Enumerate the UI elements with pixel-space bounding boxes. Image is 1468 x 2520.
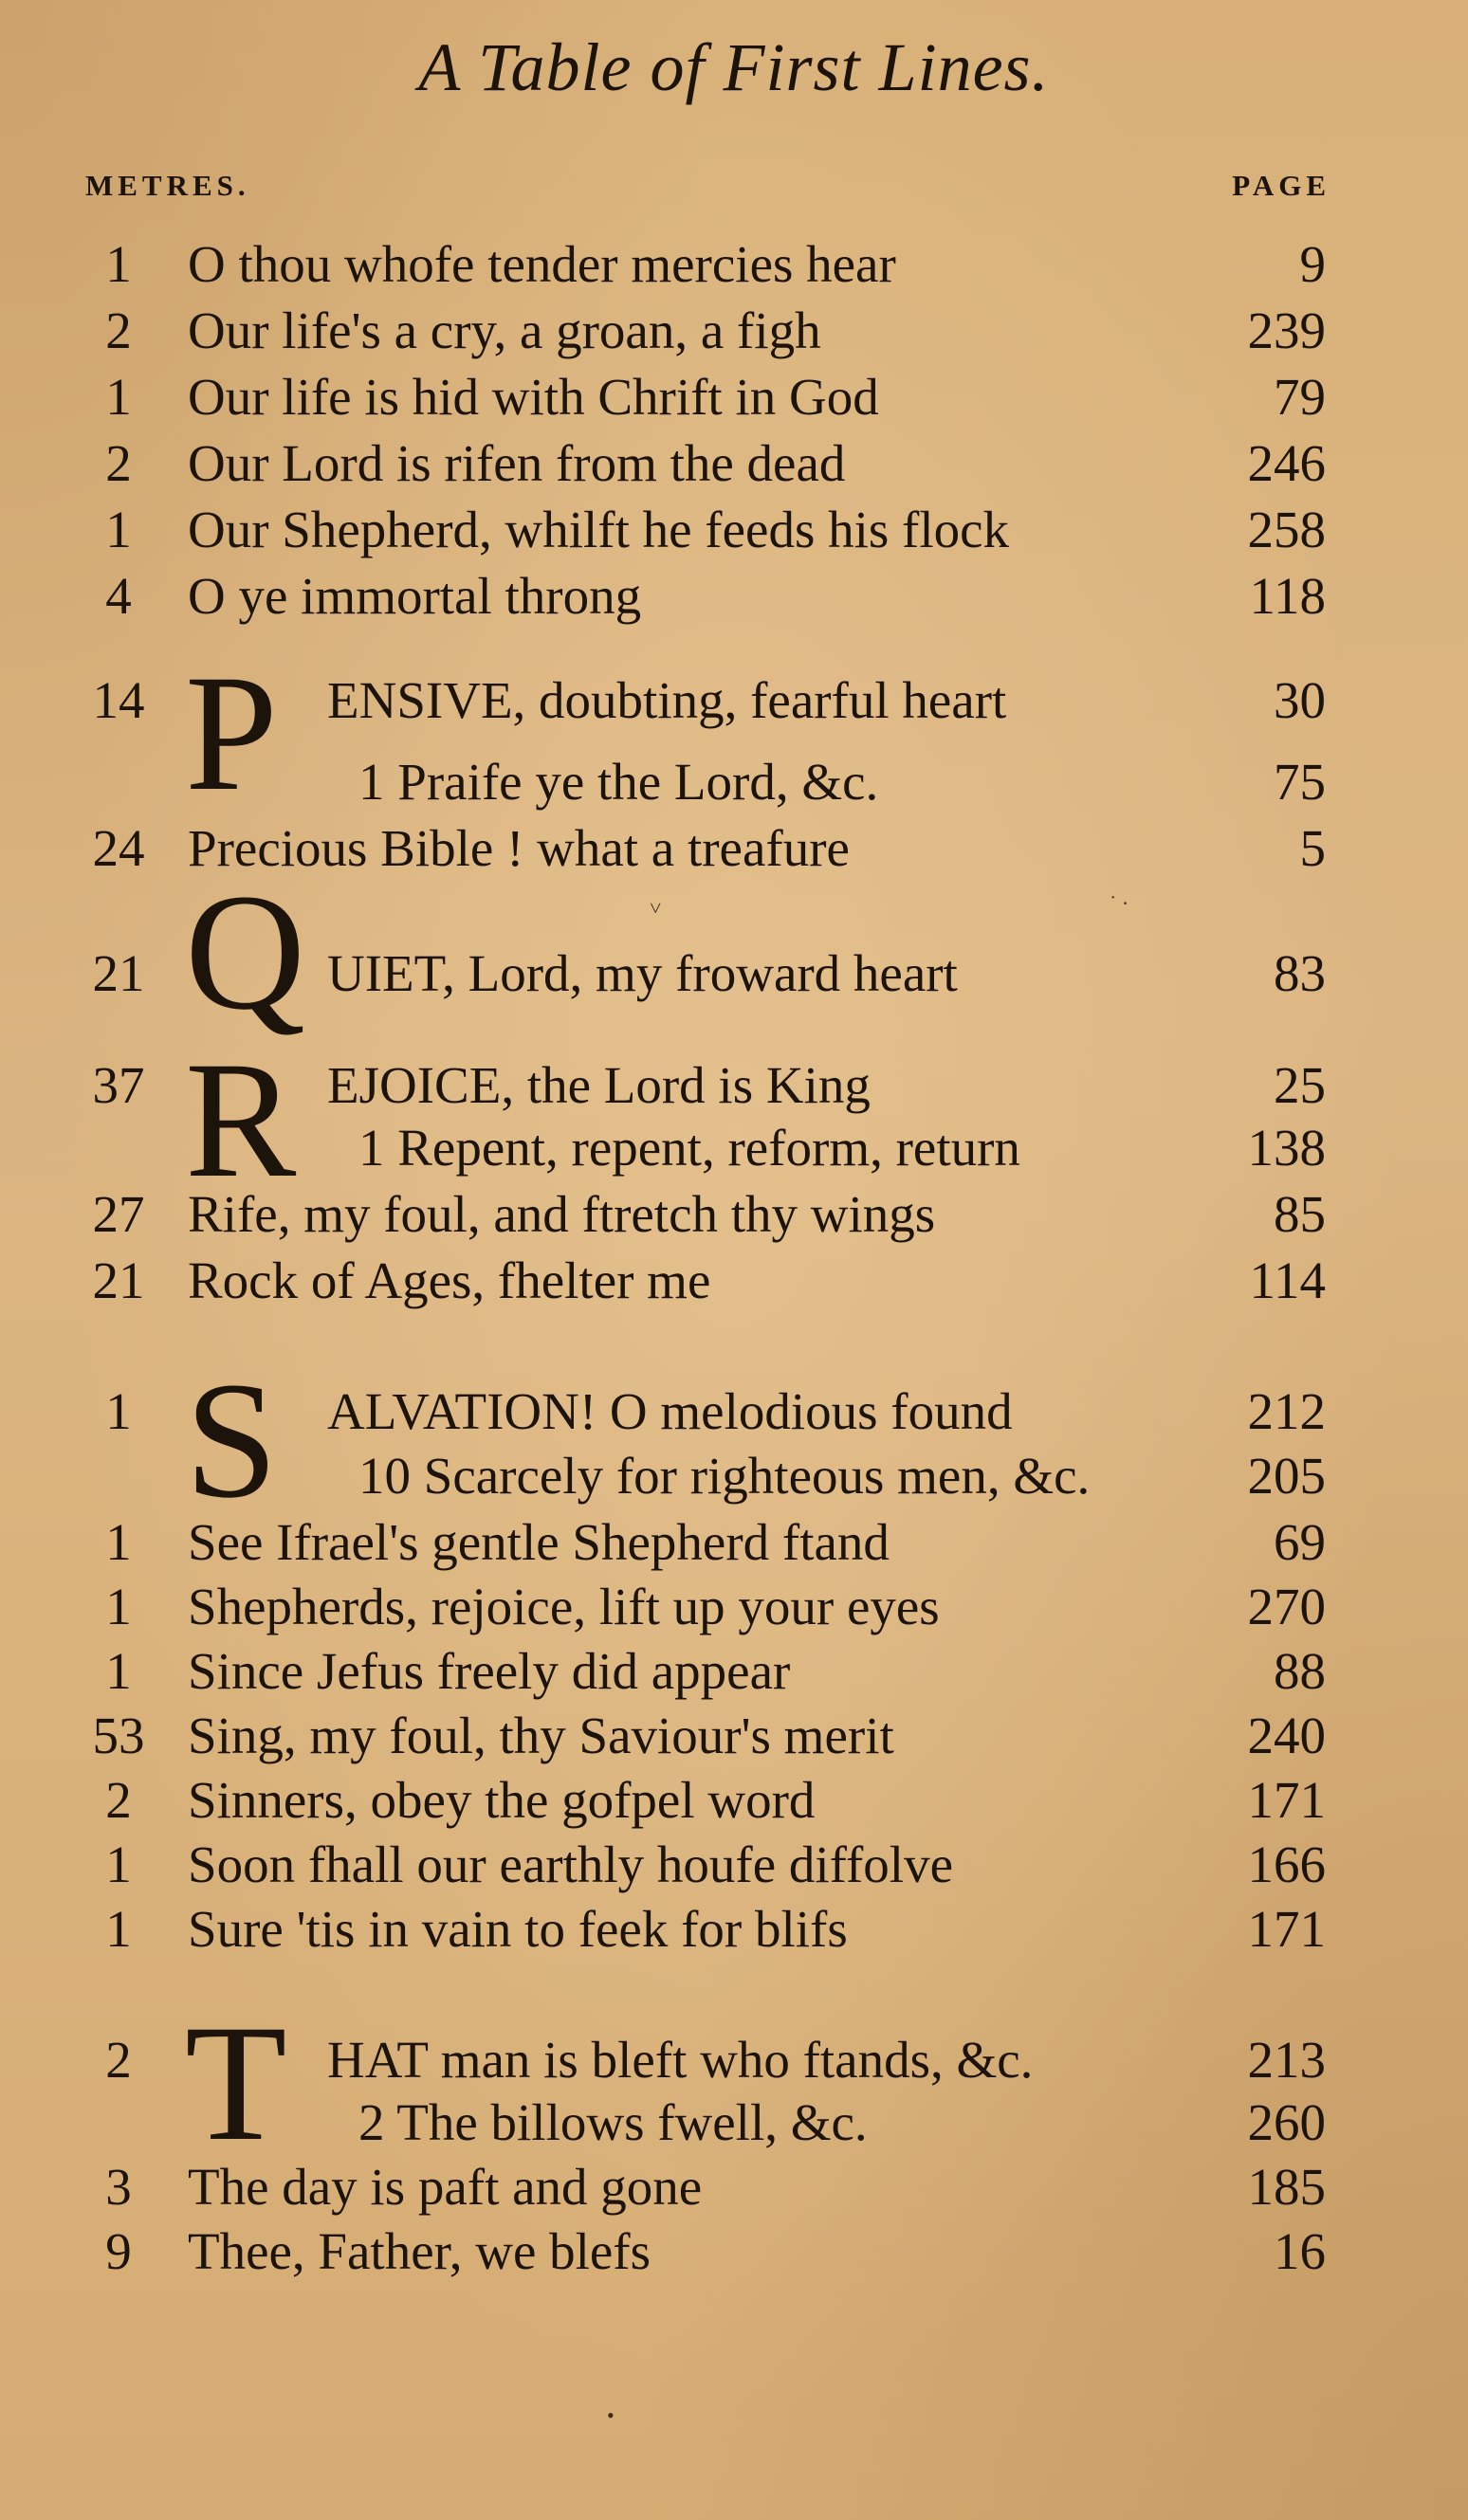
page-number: 114	[1249, 1251, 1326, 1309]
first-line: UIET, Lord, my froward heart	[327, 944, 958, 1002]
metres-header: METRES.	[85, 169, 250, 202]
first-line: Thee, Father, we blefs	[188, 2222, 651, 2280]
table-row	[0, 667, 1468, 734]
metre-number: 1	[105, 1382, 132, 1440]
metre-number: 1	[105, 1900, 132, 1958]
table-row	[0, 1248, 1468, 1314]
page-number: 260	[1247, 2093, 1326, 2151]
first-line: See Ifrael's gentle Shepherd ftand	[188, 1513, 890, 1571]
page-number: 138	[1247, 1119, 1326, 1177]
table-row	[0, 2219, 1468, 2285]
page-number: 118	[1249, 567, 1326, 625]
page-number: 171	[1247, 1900, 1326, 1958]
table-row	[0, 1638, 1468, 1705]
page-number: 166	[1247, 1835, 1326, 1893]
metre-number: 1	[105, 1835, 132, 1893]
metre-number: 3	[105, 2158, 132, 2216]
first-line: ENSIVE, doubting, fearful heart	[327, 671, 1007, 729]
first-line: Our Shepherd, whilft he feeds his flock	[188, 501, 1010, 558]
metre-number: 2	[105, 434, 132, 492]
first-line: Precious Bible ! what a treafure	[188, 819, 850, 877]
first-line: 2 The billows fwell, &c.	[358, 2093, 868, 2151]
metre-number: 4	[105, 567, 132, 625]
table-row	[0, 1832, 1468, 1898]
first-line: Our life is hid with Chrift in God	[188, 368, 879, 426]
page-number: 240	[1247, 1707, 1326, 1764]
drop-cap-q: Q	[185, 860, 306, 1045]
first-line: Our life's a cry, a groan, a figh	[188, 301, 821, 359]
page-number: 239	[1247, 301, 1326, 359]
metre-number: 53	[92, 1707, 145, 1764]
table-row	[0, 749, 1468, 815]
page-number: 30	[1274, 671, 1326, 729]
first-line: Sure 'tis in vain to feek for blifs	[188, 1900, 848, 1958]
printer-mark: ˅	[650, 896, 662, 920]
metre-number: 24	[92, 819, 145, 877]
table-row	[0, 497, 1468, 563]
drop-cap-s: S	[185, 1348, 278, 1533]
table-row	[0, 940, 1468, 1007]
first-line: Rock of Ages, fhelter me	[188, 1251, 711, 1309]
first-line: Sing, my foul, thy Saviour's merit	[188, 1707, 894, 1764]
page-number: 79	[1274, 368, 1326, 426]
table-row	[0, 2027, 1468, 2093]
table-row	[0, 231, 1468, 298]
page-number: 171	[1247, 1771, 1326, 1829]
table-row	[0, 2154, 1468, 2220]
table-row	[0, 2090, 1468, 2156]
page-number: 69	[1274, 1513, 1326, 1571]
page-number: 83	[1274, 944, 1326, 1002]
first-line: Our Lord is rifen from the dead	[188, 434, 846, 492]
page-number: 85	[1274, 1185, 1326, 1243]
table-row	[0, 1379, 1468, 1445]
first-line: Sinners, obey the gofpel word	[188, 1771, 816, 1829]
metre-number: 27	[92, 1185, 145, 1243]
metre-number: 2	[105, 2031, 132, 2089]
metre-number: 14	[92, 671, 145, 729]
table-row	[0, 364, 1468, 430]
metre-number: 21	[92, 944, 145, 1002]
page-number: 25	[1274, 1056, 1326, 1114]
table-row	[0, 1443, 1468, 1509]
page-number: 246	[1247, 434, 1326, 492]
page-number: 270	[1247, 1578, 1326, 1635]
metre-number: 1	[105, 368, 132, 426]
page-number: 5	[1299, 819, 1326, 877]
table-row	[0, 1574, 1468, 1640]
first-line: EJOICE, the Lord is King	[327, 1056, 871, 1114]
page-number: 213	[1247, 2031, 1326, 2089]
drop-cap-t: T	[185, 1991, 287, 2176]
first-line: Since Jefus freely did appear	[188, 1642, 791, 1700]
page-number: 88	[1274, 1642, 1326, 1700]
table-row	[0, 298, 1468, 364]
printer-mark: ˙ ·	[1110, 891, 1129, 915]
table-row	[0, 1115, 1468, 1181]
table-row	[0, 1703, 1468, 1769]
table-row	[0, 1896, 1468, 1963]
metre-number: 1	[105, 235, 132, 293]
metre-number: 2	[105, 301, 132, 359]
page-number: 258	[1247, 501, 1326, 558]
metre-number: 1	[105, 1513, 132, 1571]
first-line: HAT man is bleft who ftands, &c.	[327, 2031, 1034, 2089]
table-row	[0, 1181, 1468, 1248]
table-row	[0, 1509, 1468, 1576]
table-row	[0, 1052, 1468, 1119]
table-row	[0, 1767, 1468, 1834]
first-line: Shepherds, rejoice, lift up your eyes	[188, 1578, 940, 1635]
page-number: 75	[1274, 753, 1326, 811]
page-title: A Table of First Lines.	[418, 29, 1050, 105]
table-row	[0, 430, 1468, 497]
first-line: Rife, my foul, and ftretch thy wings	[188, 1185, 936, 1243]
metre-number: 1	[105, 501, 132, 558]
page-number: 205	[1247, 1447, 1326, 1505]
page-header: PAGE	[1232, 169, 1330, 202]
first-line: The day is paft and gone	[188, 2158, 703, 2216]
metre-number: 9	[105, 2222, 132, 2280]
first-line: 1 Repent, repent, reform, return	[358, 1119, 1020, 1177]
table-row	[0, 563, 1468, 630]
metre-number: 2	[105, 1771, 132, 1829]
metre-number: 21	[92, 1251, 145, 1309]
metre-number: 37	[92, 1056, 145, 1114]
first-line: O thou whofe tender mercies hear	[188, 235, 896, 293]
drop-cap-r: R	[185, 1028, 297, 1213]
page-number: 9	[1299, 235, 1326, 293]
drop-cap-p: P	[185, 641, 278, 826]
first-line: ALVATION! O melodious found	[327, 1382, 1013, 1440]
first-line: O ye immortal throng	[188, 567, 642, 625]
ink-speck: •	[607, 2403, 615, 2427]
first-line: 10 Scarcely for righteous men, &c.	[358, 1447, 1091, 1505]
first-line: Soon fhall our earthly houfe diffolve	[188, 1835, 953, 1893]
metre-number: 1	[105, 1578, 132, 1635]
metre-number: 1	[105, 1642, 132, 1700]
page-number: 212	[1247, 1382, 1326, 1440]
page-number: 16	[1274, 2222, 1326, 2280]
page-number: 185	[1247, 2158, 1326, 2216]
first-line: 1 Praife ye the Lord, &c.	[358, 753, 879, 811]
